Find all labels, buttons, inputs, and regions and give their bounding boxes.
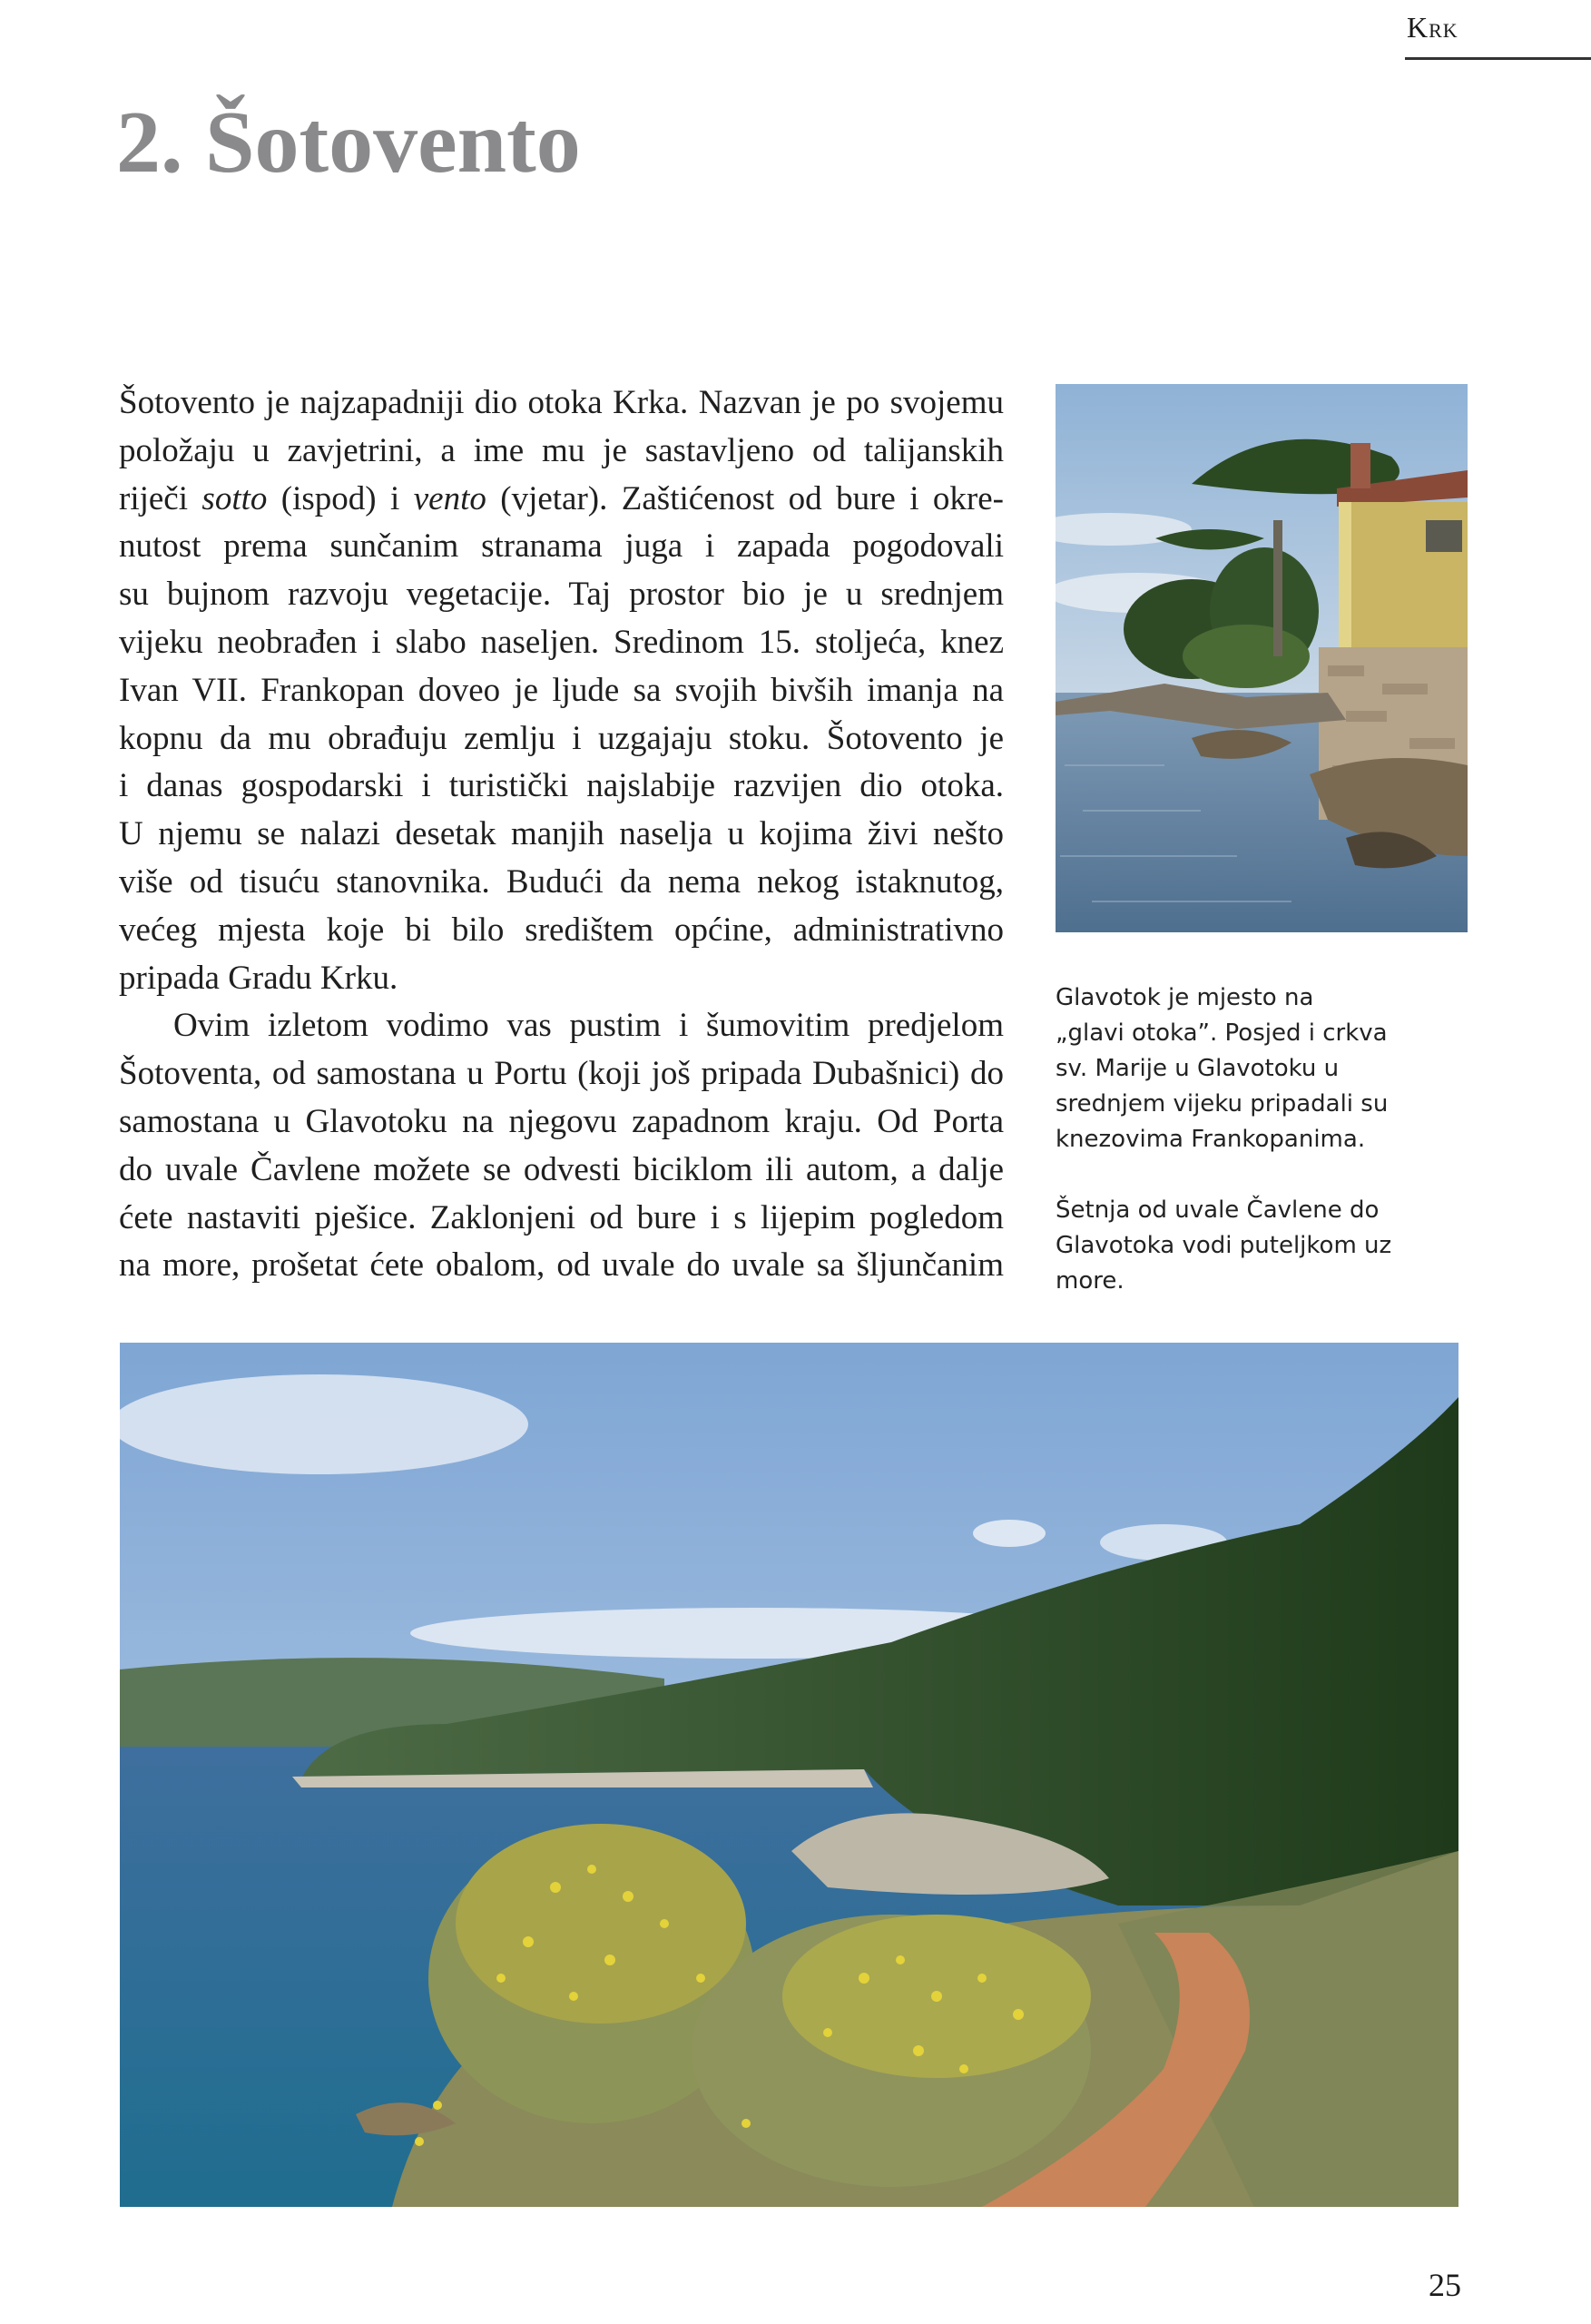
text-line: na more, prošetat ćete obalom, od uvale do uvale sa šljunčanim xyxy=(119,1246,1004,1285)
caption-line: Glavotoka vodi puteljkom uz xyxy=(1056,1232,1392,1259)
photo-captions xyxy=(1056,980,1473,1334)
text-run: (vjetar). Zaštićenost od bure i okre- xyxy=(486,479,1004,517)
text-line: položaju u zavjetrini, a ime mu je sastavljeno od talijanskih xyxy=(119,431,1004,469)
page-number: 25 xyxy=(1429,2267,1461,2303)
running-head: Krk xyxy=(1407,11,1458,44)
text-line: Ovim izletom vodimo vas pustim i šumovitim predjelom xyxy=(173,1007,1004,1045)
text-line: vijeku neobrađen i slabo naseljen. Sredinom 15. stoljeća, knez xyxy=(119,623,1004,661)
photo-glavotok-house-image xyxy=(1056,384,1468,932)
text-line: većeg mjesta koje bi bilo središtem općine, administrativno xyxy=(119,911,1004,949)
photo-coastal-path-image xyxy=(120,1343,1458,2207)
text-line: pripada Gradu Krku. xyxy=(119,959,398,997)
text-line: i danas gospodarski i turistički najslabije razvijen dio otoka. xyxy=(119,767,1004,805)
caption-setnja xyxy=(1056,1193,1473,1299)
body-text xyxy=(119,379,1004,1290)
text-line: Ivan VII. Frankopan doveo je ljude sa svojih bivših imanja na xyxy=(119,671,1004,709)
photo-glavotok-house xyxy=(1056,384,1468,932)
caption-line: Glavotok je mjesto na xyxy=(1056,984,1314,1011)
text-line: samostana u Glavotoku na njegovu zapadnom kraju. Od Porta xyxy=(119,1102,1004,1140)
caption-line: sv. Marije u Glavotoku u xyxy=(1056,1055,1340,1082)
text-run: riječi xyxy=(119,479,202,517)
text-line: kopnu da mu obrađuju zemlju i uzgajaju stoku. Šotovento je xyxy=(119,719,1004,757)
text-line: su bujnom razvoju vegetacije. Taj prostor bio je u srednjem xyxy=(119,576,1004,614)
text-line: više od tisuću stanovnika. Budući da nema nekog istaknutog, xyxy=(119,862,1004,901)
text-line: Šotoventa, od samostana u Portu (koji još pripada Dubašnici) do xyxy=(119,1055,1004,1093)
paragraph-2 xyxy=(119,1002,1004,1290)
text-line: do uvale Čavlene možete se odvesti biciklom ili autom, a dalje xyxy=(119,1150,1004,1188)
text-line xyxy=(119,476,1004,524)
text-line: nutost prema sunčanim stranama juga i zapada pogodovali xyxy=(119,527,1004,566)
italic-term-sotto: sotto xyxy=(201,479,268,517)
text-line: U njemu se nalazi desetak manjih naselja u kojima živi nešto xyxy=(119,815,1004,853)
text-line: Šotovento je najzapadniji dio otoka Krka. Nazvan je po svojemu xyxy=(119,384,1004,421)
page-title: 2. Šotovento xyxy=(116,94,581,192)
photo-coastal-path xyxy=(120,1343,1458,2207)
caption-line: knezovima Frankopanima. xyxy=(1056,1126,1366,1153)
caption-line: srednjem vijeku pripadali su xyxy=(1056,1090,1389,1118)
text-line: ćete nastaviti pješice. Zaklonjeni od bure i s lijepim pogledom xyxy=(119,1198,1004,1236)
text-run: (ispod) i xyxy=(267,479,414,517)
caption-line: more. xyxy=(1056,1267,1125,1295)
caption-line: „glavi otoka”. Posjed i crkva xyxy=(1056,1019,1388,1047)
caption-line: Šetnja od uvale Čavlene do xyxy=(1056,1196,1380,1224)
caption-glavotok xyxy=(1056,980,1473,1157)
header-rule xyxy=(1405,57,1591,60)
italic-term-vento: vento xyxy=(413,479,486,517)
paragraph-1 xyxy=(119,379,1004,1002)
